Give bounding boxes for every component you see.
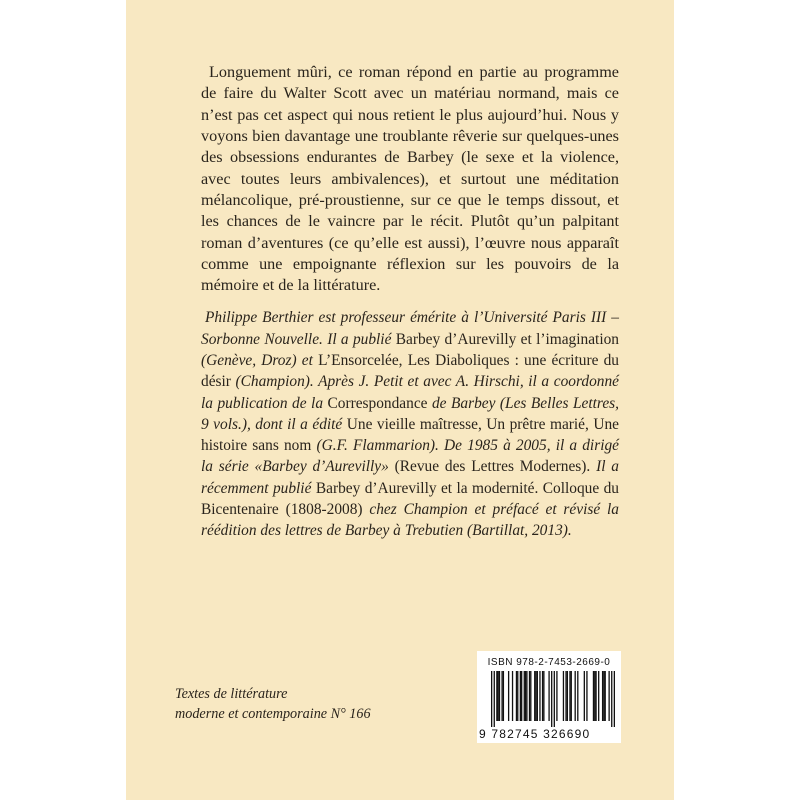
barcode-bar: [537, 671, 538, 721]
barcode-bar: [575, 671, 576, 721]
barcode-bar: [503, 671, 504, 721]
barcode-bar: [565, 671, 566, 721]
barcode-bar: [567, 671, 568, 721]
barcode: [477, 651, 621, 743]
bio-segment: (G.F. Flammarion). De 1985 à 2005, il a dirigé la série «Barbey d’Aurevilly»: [201, 437, 620, 476]
barcode-bar: [525, 671, 526, 721]
barcode-bar: [501, 671, 502, 721]
barcode-bar: [539, 671, 540, 721]
barcode-bar: [594, 671, 595, 721]
barcode-bar: [499, 671, 500, 721]
bio-segment: Correspondance: [323, 394, 432, 412]
barcode-bar: [498, 671, 499, 721]
barcode-bar: [512, 671, 513, 721]
barcode-bar: [605, 671, 606, 721]
barcode-bar: [611, 671, 612, 727]
barcode-bar: [530, 671, 531, 721]
barcode-bar: [534, 671, 535, 721]
barcode-bar: [516, 671, 517, 721]
author-bio: [201, 307, 619, 541]
barcode-bar: [598, 671, 599, 721]
barcode-bar: [603, 671, 604, 721]
barcode-bar: [556, 671, 557, 721]
description-paragraph: Longuement mûri, ce roman répond en partie au programme de faire du Walter Scott avec un matériau normand, mais ce n’est pas cet aspect qui nous retient le plus aujourd’hui. Nous y voyons bien davantage une troublante rêverie sur quelques-unes des obsessions endurantes de Barbey (le sexe et la violence, avec toutes leurs ambivalences), et surtout une méditation mélancolique, pré-proustienne, sur ce que le temps dissout, et les chances de le vaincre par le récit. Plutôt qu’un palpitant roman d’aventures (ce qu’elle est aussi), l’œuvre nous apparaît comme une empoignante réflexion sur les pouvoirs de la mémoire et de la littérature.: [201, 63, 619, 295]
bio-segment: Barbey d’Aurevilly et la modernité. Colloque du Bicentenaire (1808-2008): [201, 479, 619, 519]
series-line-1: Textes de littérature: [175, 686, 288, 702]
bio-segment: Barbey d’Aurevilly et l’imagination: [391, 330, 620, 348]
barcode-bar: [535, 671, 536, 721]
barcode-bar: [542, 671, 543, 721]
barcode-bar: [614, 671, 615, 727]
barcode-bar: [496, 671, 497, 721]
bio-segment: (Genève, Droz): [201, 351, 297, 369]
barcode-bar: [554, 671, 555, 727]
barcode-bar: [529, 671, 530, 721]
bio-segment: Une vieille maîtresse, Un prêtre marié, Une histoire sans nom: [201, 415, 619, 455]
barcode-bar: [494, 671, 495, 727]
barcode-bar: [584, 671, 585, 721]
bio-segment: Philippe Berthier est professeur émérite à l’Université Paris III – Sorbonne Nouvelle. Il a publié: [201, 309, 619, 348]
barcode-bar: [524, 671, 525, 721]
bio-segment: L’Ensorcelée, Les Diaboliques : une écriture du désir: [201, 351, 619, 391]
bio-segment: chez Champion et préfacé et révisé la réédition des lettres de Barbey à Trebutien (Bartillat, 2013).: [201, 501, 619, 540]
barcode-bar: [517, 671, 518, 721]
series-label: [175, 684, 435, 724]
isbn-label: ISBN 978-2-7453-2669-0: [487, 657, 611, 668]
barcode-bar: [526, 671, 527, 721]
barcode-bar: [548, 671, 549, 721]
barcode-bar: [551, 671, 552, 727]
barcode-bar: [608, 671, 609, 721]
bio-segment: Il a récemment publié: [201, 458, 620, 497]
bio-segment: (Champion). Après J. Petit et avec A. Hirschi, il a coordonné la publication de la: [201, 373, 619, 412]
barcode-bar: [593, 671, 594, 721]
barcode-bar: [563, 671, 564, 721]
barcode-bar: [602, 671, 603, 721]
bio-segment: (Revue des Lettres Modernes).: [388, 458, 597, 476]
barcode-bar: [595, 671, 596, 721]
barcode-bar: [508, 671, 509, 721]
barcode-bar: [571, 671, 572, 721]
bio-segment: de Barbey (Les Belles Lettres, 9 vols.), dont il a édité: [201, 394, 620, 433]
barcode-bar: [577, 671, 578, 721]
barcode-bar: [491, 671, 492, 727]
barcode-bar: [520, 671, 521, 721]
barcode-bar: [586, 671, 587, 721]
barcode-bar: [569, 671, 570, 721]
barcode-bar: [543, 671, 544, 721]
bio-segment: et: [296, 351, 319, 369]
ean-number: 9 782745 326690: [479, 727, 591, 741]
series-line-2: moderne et contemporaine N° 166: [175, 706, 371, 722]
barcode-bar: [521, 671, 522, 721]
barcode-bars: [491, 671, 615, 727]
